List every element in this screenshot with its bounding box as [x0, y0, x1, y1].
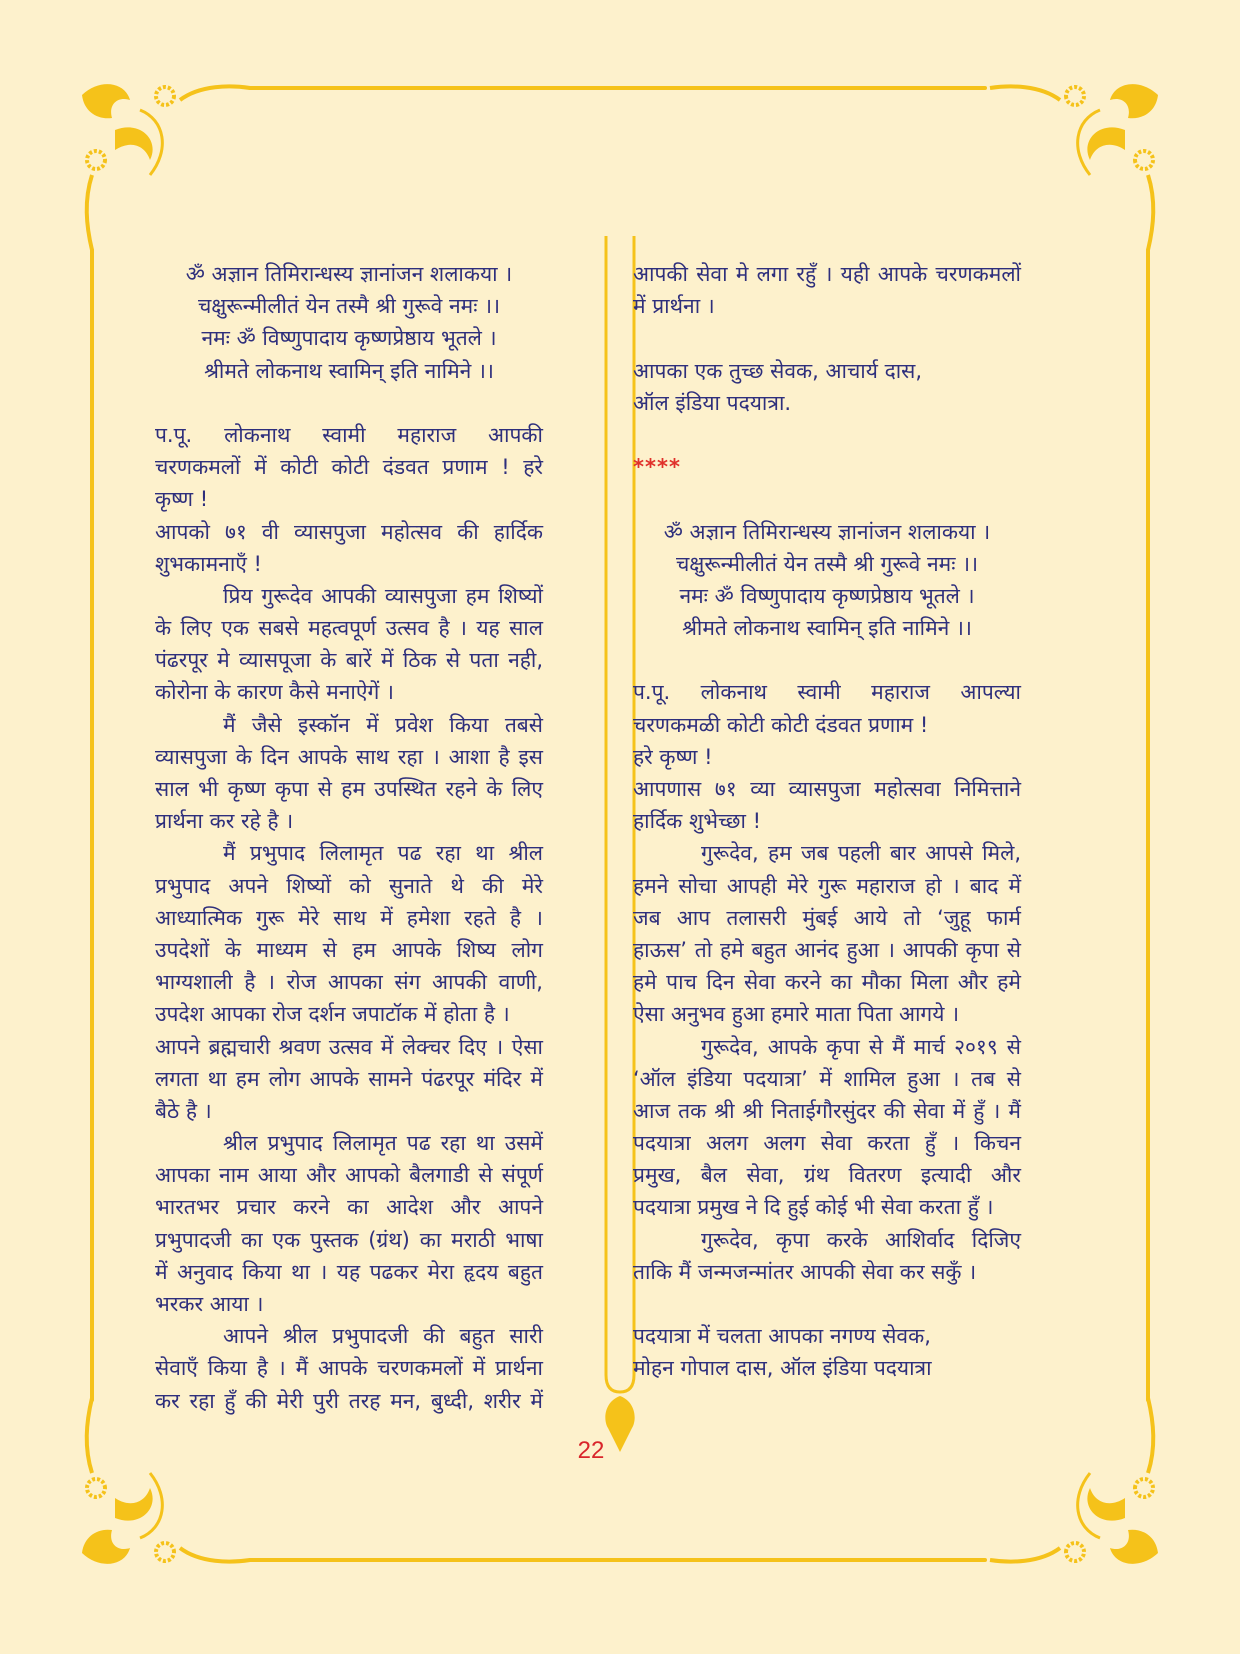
text-line: जब आप तलासरी मुंबई आये तो ‘जुहू फार्म	[633, 905, 1021, 930]
text-line: मैं जैसे इस्कॉन में प्रवेश किया तबसे	[223, 712, 543, 737]
paragraph	[155, 1127, 543, 1320]
verse-block	[633, 516, 1021, 645]
text-line: गुरूदेव, आपके कृपा से मैं मार्च २०१९ से	[701, 1034, 1021, 1059]
verse-line: श्रीमते लोकनाथ स्वामिन् इति नामिने ।।	[682, 616, 972, 641]
paragraph	[633, 258, 1021, 322]
text-line: आध्यात्मिक गुरू मेरे साथ में हमेशा रहते है ।	[155, 905, 543, 930]
text-line: ऐसा अनुभव हुआ हमारे माता पिता आगये ।	[633, 1002, 960, 1027]
text-line: हमे पाच दिन सेवा करने का मौका मिला और हमे	[633, 970, 1021, 995]
paragraph	[633, 773, 1021, 837]
text-line: लगता था हम लोग आपके सामने पंढरपूर मंदिर में	[155, 1066, 543, 1091]
text-line: पदयात्रा अलग अलग सेवा करता हुँ । किचन	[633, 1131, 1021, 1156]
text-line: मैं प्रभुपाद लिलामृत पढ रहा था श्रील	[223, 841, 543, 866]
text-line: शुभकामनाएँ !	[155, 551, 262, 576]
paragraph	[155, 837, 543, 1030]
text-line: प्रमुख, बैल सेवा, ग्रंथ वितरण इत्यादी और	[633, 1163, 1021, 1188]
text-line: पंढरपूर मे व्यासपूजा के बारें में ठिक से पता नही,	[155, 648, 543, 673]
text-line: में प्रार्थना ।	[633, 294, 715, 319]
text-line: आपका नाम आया और आपको बैलगाडी से संपूर्ण	[155, 1163, 543, 1188]
spacer	[155, 387, 543, 419]
page-number: 22	[577, 1437, 605, 1464]
text-line: भरकर आया ।	[155, 1292, 264, 1316]
text-line: गुरूदेव, हम जब पहली बार आपसे मिले,	[701, 841, 1021, 866]
text-line: हमने सोचा आपही मेरे गुरू महाराज हो । बाद में	[633, 873, 1021, 898]
text-line: प्रभुपादजी का एक पुस्तक (ग्रंथ) का मराठी भाषा	[155, 1227, 543, 1252]
spacer	[633, 644, 1021, 676]
text-line: ताकि मैं जन्मजन्मांतर आपकी सेवा कर सकुँ ।	[633, 1259, 977, 1284]
text-line: मोहन गोपाल दास, ऑल इंडिया पदयात्रा	[633, 1356, 932, 1381]
paragraph	[633, 1031, 1021, 1224]
text-line: गुरूदेव, कृपा करके आशिर्वाद दिजिए	[701, 1227, 1021, 1252]
text-line: के लिए एक सबसे महत्वपूर्ण उत्सव है । यह साल	[155, 616, 543, 641]
text-line: भारतभर प्रचार करने का आदेश और आपने	[155, 1195, 543, 1220]
verse-line: ॐ अज्ञान तिमिरान्धस्य ज्ञानांजन शलाकया ।	[663, 519, 991, 544]
text-line: चरणकमलों में कोटी कोटी दंडवत प्रणाम ! हरे	[155, 455, 543, 480]
text-line: ‘ऑल इंडिया पदयात्रा’ में शामिल हुआ । तब से	[633, 1066, 1021, 1091]
text-line: ऑल इंडिया पदयात्रा.	[633, 390, 792, 415]
text-line: बैठे है ।	[155, 1098, 212, 1123]
verse-block	[155, 258, 543, 387]
verse-line: श्रीमते लोकनाथ स्वामिन् इति नामिने ।।	[204, 358, 494, 383]
spacer	[633, 419, 1021, 451]
text-line: आपका एक तुच्छ सेवक, आचार्य दास,	[633, 358, 923, 383]
text-line: आपको ७१ वी व्यासपुजा महोत्सव की हार्दिक	[155, 519, 543, 544]
paragraph	[633, 676, 1021, 740]
spacer	[633, 1288, 1021, 1320]
text-line: प्रभुपाद अपने शिष्यों को सुनाते थे की मेरे	[155, 873, 543, 898]
text-line: भाग्यशाली है । रोज आपका संग आपकी वाणी,	[155, 970, 543, 995]
text-line: आज तक श्री श्री निताईगौरसुंदर की सेवा में हुँ । मैं	[633, 1098, 1021, 1123]
column-divider	[606, 236, 634, 1392]
text-line: उपदेश आपका रोज दर्शन जपाटॉक में होता है ।	[155, 1002, 510, 1027]
paragraph	[155, 580, 543, 709]
text-line: प्रिय गुरूदेव आपकी व्यासपुजा हम शिष्यों	[223, 583, 543, 608]
verse-line: चक्षुरून्मीलीतं येन तस्मै श्री गुरूवे नमः ।।	[197, 294, 501, 319]
text-line: सेवाएँ किया है । मैं आपके चरणकमलों में प्रार्थना	[155, 1356, 543, 1381]
text-line: पदयात्रा में चलता आपका नगण्य सेवक,	[633, 1324, 931, 1349]
text-line: श्रील प्रभुपाद लिलामृत पढ रहा था उसमें	[223, 1131, 543, 1156]
text-line: प्रार्थना कर रहे है ।	[155, 809, 294, 834]
text-line: हार्दिक शुभेच्छा !	[633, 809, 762, 834]
text-line: हाऊस’ तो हमे बहुत आनंद हुआ । आपकी कृपा से	[633, 937, 1021, 962]
section-separator	[633, 451, 1021, 483]
paragraph	[155, 1031, 543, 1128]
text-line: हरे कृष्ण !	[633, 744, 713, 769]
verse-line: ॐ अज्ञान तिमिरान्धस्य ज्ञानांजन शलाकया ।	[185, 262, 513, 286]
right-column	[633, 258, 1021, 1385]
text-line: उपदेशों के माध्यम से हम आपके शिष्य लोग	[155, 937, 543, 962]
paragraph	[633, 837, 1021, 1030]
paragraph	[155, 516, 543, 580]
text-line: कर रहा हुँ की मेरी पुरी तरह मन, बुध्दी, शरीर में	[155, 1388, 543, 1413]
text-line: प.पू. लोकनाथ स्वामी महाराज आपकी	[155, 422, 543, 447]
spacer	[633, 322, 1021, 354]
paragraph	[633, 1224, 1021, 1288]
verse-line: चक्षुरून्मीलीतं येन तस्मै श्री गुरूवे नमः ।।	[675, 551, 979, 576]
text-line: साल भी कृष्ण कृपा से हम उपस्थित रहने के लिए	[155, 777, 543, 801]
text-line: प.पू. लोकनाथ स्वामी महाराज आपल्या	[633, 680, 1021, 705]
signature-block	[633, 355, 1021, 419]
text-line: आपकी सेवा मे लगा रहुँ । यही आपके चरणकमलों	[633, 262, 1021, 286]
text-line: आपने ब्रह्मचारी श्रवण उत्सव में लेक्चर दिए । ऐसा	[155, 1034, 543, 1059]
text-line: व्यासपुजा के दिन आपके साथ रहा । आशा है इस	[155, 744, 543, 769]
verse-line: नमः ॐ विष्णुपादाय कृष्णप्रेष्ठाय भूतले ।	[679, 583, 975, 608]
paragraph	[155, 1320, 543, 1417]
text-line: आपणास ७१ व्या व्यासपुजा महोत्सवा निमित्ताने	[633, 777, 1021, 801]
verse-line: नमः ॐ विष्णुपादाय कृष्णप्रेष्ठाय भूतले ।	[201, 326, 497, 351]
text-line: में अनुवाद किया था । यह पढकर मेरा हृदय बहुत	[155, 1259, 543, 1284]
signature-block	[633, 1320, 1021, 1384]
paragraph	[155, 419, 543, 516]
paragraph	[633, 741, 1021, 773]
asterisk-separator: ****	[633, 455, 681, 480]
text-line: कृष्ण !	[155, 487, 209, 512]
paragraph	[155, 709, 543, 838]
left-column	[155, 258, 543, 1417]
text-line: पदयात्रा प्रमुख ने दि हुई कोई भी सेवा करता हुँ ।	[633, 1195, 994, 1220]
spacer	[633, 483, 1021, 515]
text-line: कोरोना के कारण कैसे मनाऐगें ।	[155, 680, 394, 705]
text-line: आपने श्रील प्रभुपादजी की बहुत सारी	[223, 1324, 543, 1349]
text-line: चरणकमळी कोटी कोटी दंडवत प्रणाम !	[633, 712, 929, 737]
